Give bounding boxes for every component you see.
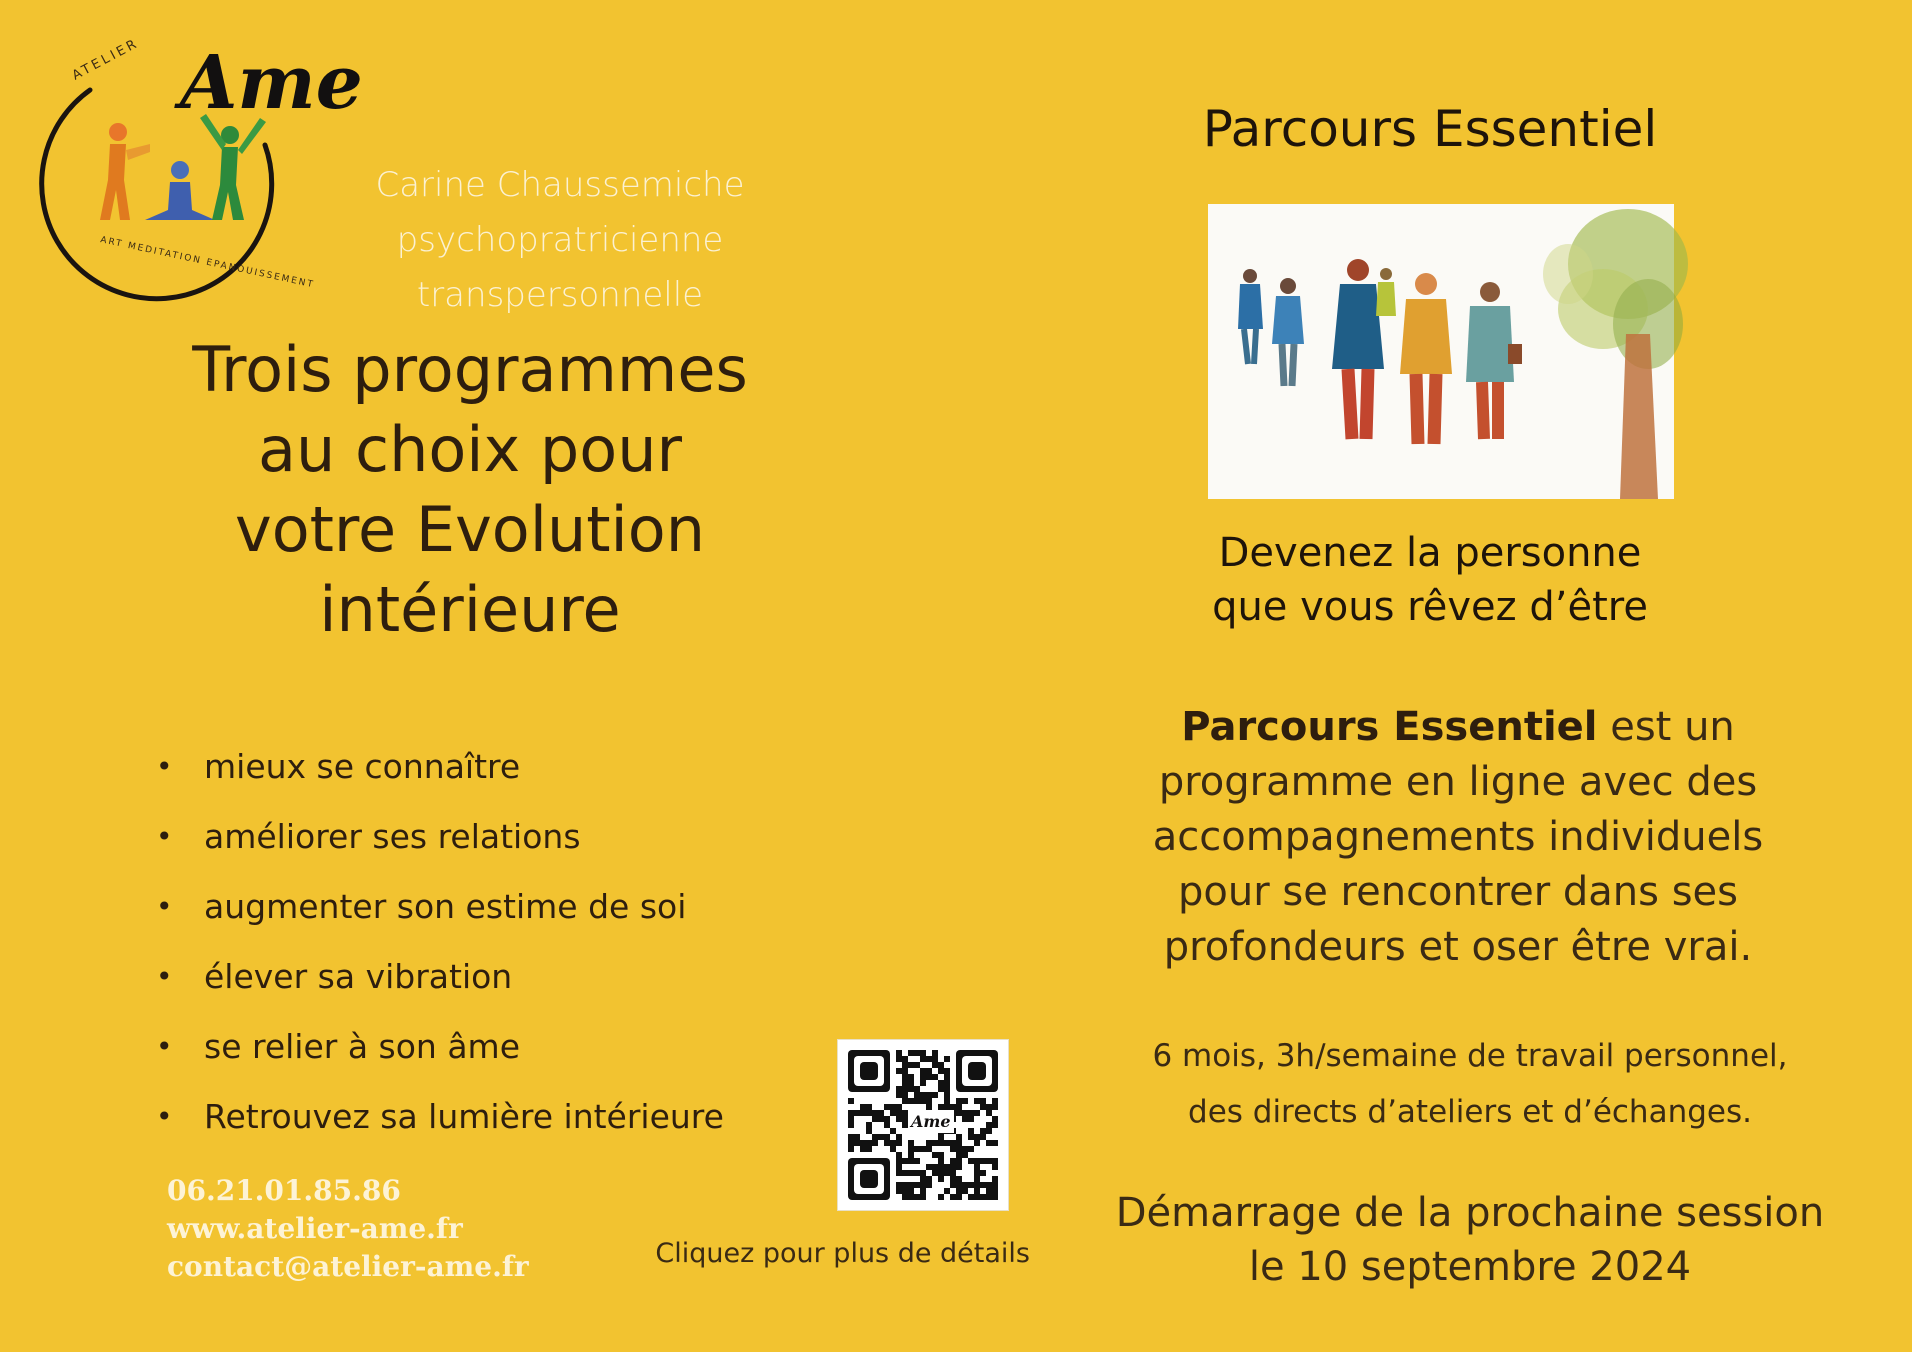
program-name-bold: Parcours Essentiel bbox=[1181, 704, 1598, 750]
benefit-item: • Retrouvez sa lumière intérieure bbox=[150, 1082, 770, 1152]
description-first-line bbox=[1108, 700, 1808, 755]
benefit-item: • mieux se connaître bbox=[150, 732, 770, 802]
benefit-item: • améliorer ses relations bbox=[150, 802, 770, 872]
logo-brand-text: Ame bbox=[180, 40, 363, 126]
contact-block bbox=[167, 1172, 587, 1286]
website-link[interactable]: www.atelier-ame.fr bbox=[167, 1212, 463, 1245]
orange-figure bbox=[100, 123, 150, 220]
phone-number[interactable]: 06.21.01.85.86 bbox=[167, 1174, 401, 1207]
start-line: Démarrage de la prochaine session bbox=[1115, 1190, 1825, 1236]
headline-line: Trois programmes bbox=[192, 333, 748, 406]
description-first-rest: est un bbox=[1597, 704, 1735, 750]
program-details bbox=[1080, 1028, 1860, 1140]
painting-graphic bbox=[1208, 204, 1674, 499]
description-line: profondeurs et oser être vrai. bbox=[1163, 924, 1753, 970]
start-date: le 10 septembre 2024 bbox=[1248, 1244, 1692, 1290]
tagline-line: Devenez la personne bbox=[1218, 530, 1642, 576]
svg-text:ART MEDITATION EPANOUISSEMENT: ART MEDITATION EPANOUISSEMENT bbox=[99, 235, 316, 291]
description-line: programme en ligne avec des bbox=[1158, 759, 1758, 805]
session-start bbox=[1080, 1186, 1860, 1294]
tagline-line: que vous rêvez d’être bbox=[1212, 584, 1648, 630]
author-block bbox=[255, 158, 865, 323]
qr-center-logo: Ame bbox=[908, 1110, 954, 1133]
benefit-item: • élever sa vibration bbox=[150, 942, 770, 1012]
description-line: accompagnements individuels bbox=[1152, 814, 1764, 860]
svg-text:ATELIER: ATELIER bbox=[69, 35, 142, 84]
benefits-list bbox=[150, 732, 770, 1152]
details-line: des directs d’ateliers et d’échanges. bbox=[1188, 1094, 1752, 1130]
program-title: Parcours Essentiel bbox=[1202, 100, 1658, 158]
blue-meditating-figure bbox=[145, 161, 215, 220]
qr-code[interactable] bbox=[838, 1040, 1008, 1210]
headline bbox=[130, 330, 810, 650]
program-tagline bbox=[1130, 526, 1730, 634]
benefit-item: • augmenter son estime de soi bbox=[150, 872, 770, 942]
email-link[interactable]: contact@atelier-ame.fr bbox=[167, 1250, 529, 1283]
author-title: psychopratricienne transpersonnelle bbox=[396, 220, 724, 315]
qr-caption[interactable]: Cliquez pour plus de détails bbox=[655, 1238, 1030, 1269]
program-description bbox=[1108, 700, 1808, 975]
benefit-item: • se relier à son âme bbox=[150, 1012, 770, 1082]
headline-line: votre Evolution bbox=[235, 493, 705, 566]
headline-line: au choix pour bbox=[257, 413, 682, 486]
headline-line: intérieure bbox=[319, 573, 621, 646]
author-name: Carine Chaussemiche bbox=[375, 165, 745, 205]
description-line: pour se rencontrer dans ses bbox=[1178, 869, 1738, 915]
walking-people-painting bbox=[1208, 204, 1674, 499]
details-line: 6 mois, 3h/semaine de travail personnel, bbox=[1152, 1038, 1788, 1074]
